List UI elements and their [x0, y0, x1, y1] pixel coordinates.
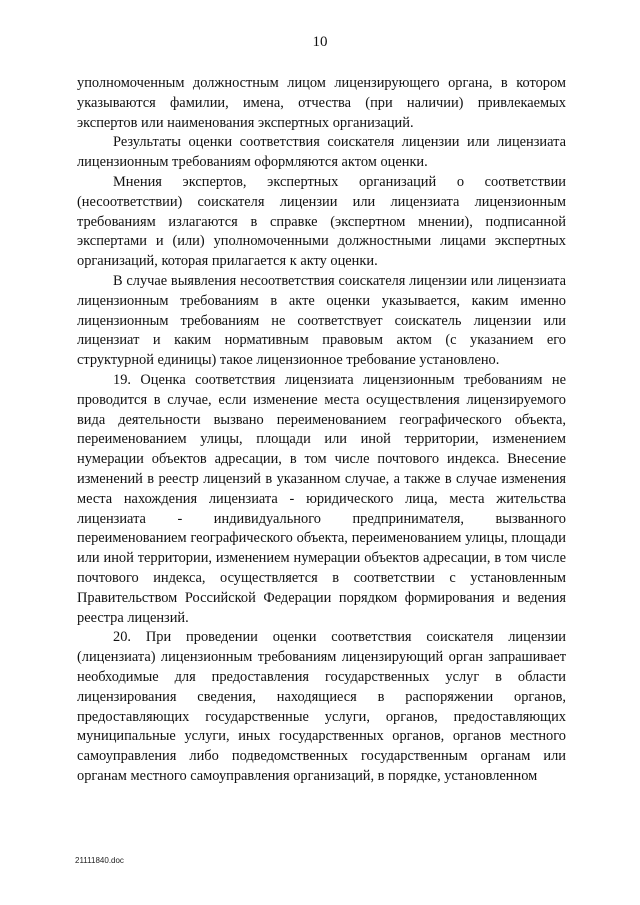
document-filename-footer: 21111840.doc	[75, 856, 124, 865]
paragraph-continuation: уполномоченным должностным лицом лицензирующего органа, в котором указываются фамилии, имена, отчества (при наличии) привлекаемых экспертов или наименования экспертных организаций.	[77, 75, 566, 131]
paragraph-expert-opinions: Мнения экспертов, экспертных организаций о соответствии (несоответствии) соискателя лицензии или лицензиата лицензионным требованиям излагаются в справке (экспертном мнении), подписанной экспертами и (или) уполномоченными должностными лицами экспертных организаций, которая прилагается к акту оценки.	[77, 173, 566, 270]
paragraph-nonconformity: В случае выявления несоответствия соискателя лицензии или лицензиата лицензионным требованиям в акте оценки указывается, каким именно лицензионным требованиям не соответствует соискатель лицензии или лицензиат и каким нормативным правовым актом (с указанием его структурной единицы) такое лицензионное требование установлено.	[77, 272, 566, 369]
paragraph-item-20: 20. При проведении оценки соответствия соискателя лицензии (лицензиата) лицензионным требованиям лицензирующий орган запрашивает необходимые для предоставления государственных услуг в области лицензирования сведения, находящиеся в распоряжении органов, предоставляющих государственные услуги, органов, предоставляющих муниципальные услуги, иных государственных органов, органов местного самоуправления либо подведомственных государственным органам или органам местного самоуправления организаций, в порядке, установленном	[77, 629, 566, 784]
page-number: 10	[312, 34, 328, 50]
paragraph-item-19: 19. Оценка соответствия лицензиата лицензионным требованиям не проводится в случае, если изменение места осуществления лицензируемого вида деятельности вызвано переименованием географического объекта, переименованием улицы, площади или иной территории, изменением нумерации объектов адресации, в том числе почтового индекса. Внесение изменений в реестр лицензий в указанном случае, а также в случае изменения места нахождения лицензиата - юридического лица, места жительства лицензиата - индивидуального предпринимателя, вызванного переименованием географического объекта, переименованием улицы, площади или иной территории, изменением нумерации объектов адресации, в том числе почтового индекса, осуществляется в соответствии с установленным Правительством Российской Федерации порядком формирования и ведения реестра лицензий.	[77, 371, 566, 626]
document-body	[77, 74, 566, 787]
paragraph-assessment-results: Результаты оценки соответствия соискателя лицензии или лицензиата лицензионным требованиям оформляются актом оценки.	[77, 134, 566, 171]
